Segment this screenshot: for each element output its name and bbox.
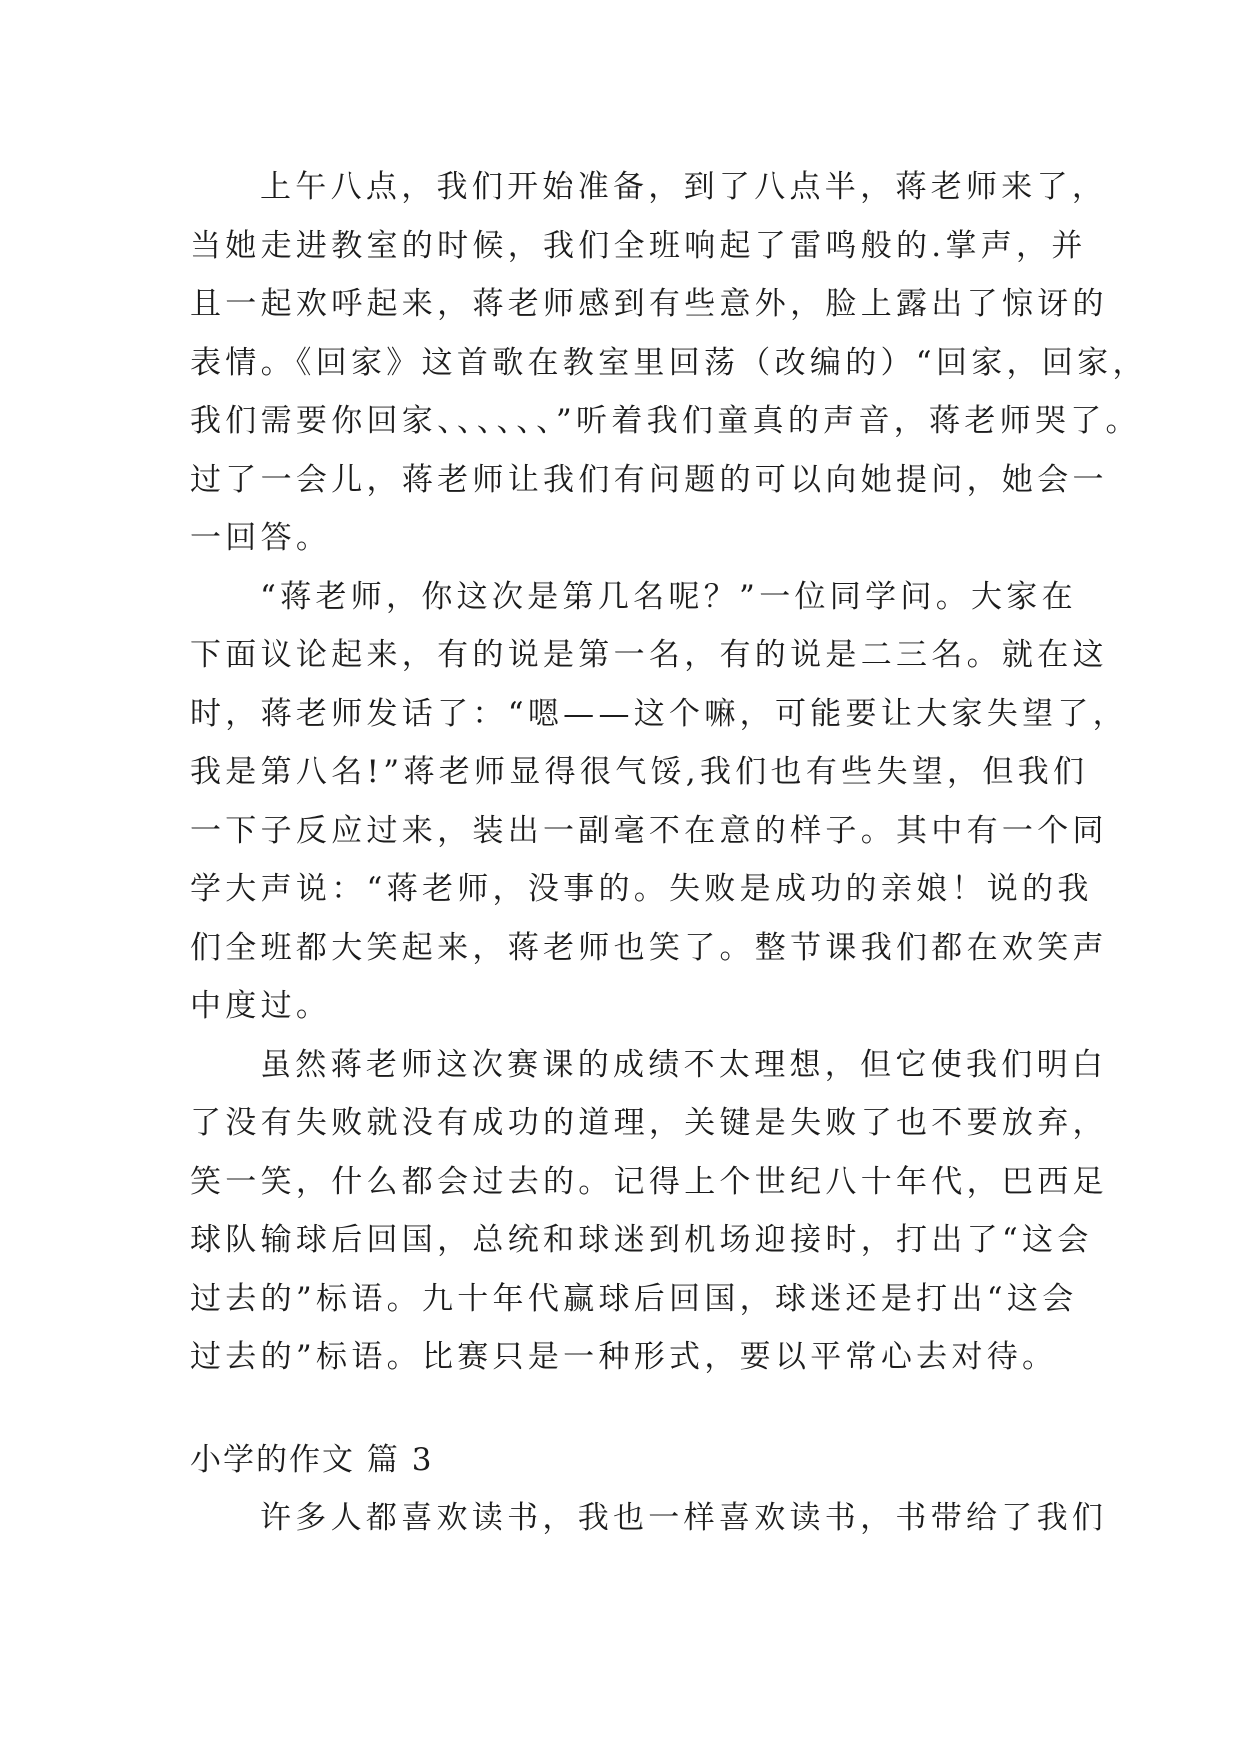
paragraph-line: 球队输球后回国，总统和球迷到机场迎接时，打出了“这会	[190, 1222, 1093, 1258]
paragraph-line: 过了一会儿，蒋老师让我们有问题的可以向她提问，她会一	[190, 461, 1108, 498]
paragraph-line: 下面议论起来，有的说是第一名，有的说是二三名。就在这	[190, 637, 1108, 673]
paragraph-line: 上午八点，我们开始准备，到了八点半，蒋老师来了，	[260, 169, 1108, 205]
paragraph-line: 一回答。	[190, 520, 332, 556]
paragraph-line: 们全班都大笑起来，蒋老师也笑了。整节课我们都在欢笑声	[190, 929, 1108, 966]
paragraph-line: 当她走进教室的时候，我们全班响起了雷鸣般的.掌声，并	[190, 227, 1087, 264]
paragraph-3	[190, 1036, 1108, 1387]
paragraph-1	[190, 158, 1148, 568]
document-body	[190, 158, 1148, 1548]
paragraph-line: 一下子反应过来，装出一副毫不在意的样子。其中有一个同	[190, 812, 1108, 849]
paragraph-line: 虽然蒋老师这次赛课的成绩不太理想，但它使我们明白	[260, 1046, 1108, 1083]
paragraph-line: 时，蒋老师发话了：“嗯——这个嘛，可能要让大家失望了，	[190, 695, 1128, 732]
paragraph-line: 过去的”标语。九十年代赢球后回国，球迷还是打出“这会	[190, 1280, 1078, 1317]
paragraph-4	[190, 1489, 1108, 1548]
paragraph-line: 笑一笑，什么都会过去的。记得上个世纪八十年代，巴西足	[190, 1163, 1108, 1200]
paragraph-line: “蒋老师，你这次是第几名呢？”一位同学问。大家在	[260, 578, 1077, 615]
paragraph-line: 表情。《回家》这首歌在教室里回荡（改编的）“回家，回家，	[190, 344, 1148, 381]
paragraph-line: 且一起欢呼起来，蒋老师感到有些意外，脸上露出了惊讶的	[190, 286, 1108, 322]
section-heading: 小学的作文 篇 3	[190, 1441, 434, 1478]
paragraph-line: 过去的”标语。比赛只是一种形式，要以平常心去对待。	[190, 1339, 1058, 1375]
paragraph-line: 我是第八名!”蒋老师显得很气馁,我们也有些失望，但我们	[190, 754, 1089, 790]
paragraph-2	[190, 568, 1128, 1036]
paragraph-line: 学大声说：“蒋老师，没事的。失败是成功的亲娘！说的我	[190, 871, 1093, 907]
paragraph-line: 许多人都喜欢读书，我也一样喜欢读书，书带给了我们	[260, 1500, 1108, 1536]
paragraph-line: 了没有失败就没有成功的道理，关键是失败了也不要放弃，	[190, 1105, 1108, 1141]
paragraph-line: 我们需要你回家、、、、、、”听着我们童真的声音，蒋老师哭了。	[190, 403, 1141, 439]
paragraph-line: 中度过。	[190, 988, 332, 1024]
